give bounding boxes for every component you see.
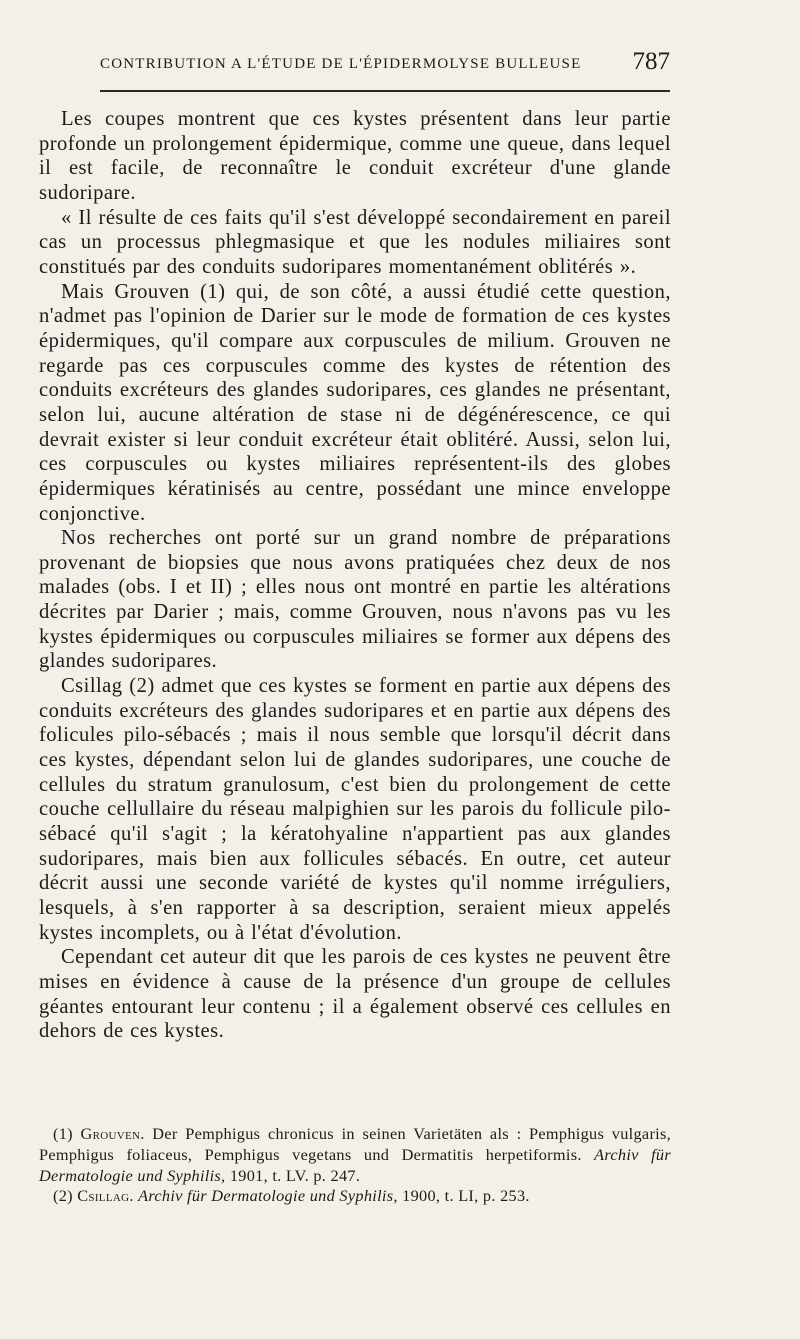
page-number: 787 [632, 48, 670, 75]
footnote-1 [39, 1124, 671, 1186]
paragraph: « Il résulte de ces faits qu'il s'est développé secondairement en pareil cas un processus phlegmasique et que les nodules miliaires sont constitués par des conduits sudoripares momentanément oblitérés ». [39, 206, 671, 278]
header-rule [100, 90, 670, 92]
footnote-text: Der Pemphigus chronicus in seinen Varietäten als : Pemphigus vulgaris, Pemphigus foliaceus, Pemphigus vegetans und Dermatitis herpetiformis. [39, 1124, 671, 1164]
footnote-reference: 1901, t. LV. p. 247. [229, 1165, 361, 1185]
footnote-reference: 1900, t. LI, p. 253. [402, 1186, 530, 1206]
paragraph: Cependant cet auteur dit que les parois de ces kystes ne peuvent être mises en évidence à cause de la présence d'un groupe de cellules géantes entourant leur contenu ; il a également observé ces cellules en dehors de ces kystes. [39, 946, 671, 1043]
footnote-2 [39, 1186, 671, 1207]
footnotes [39, 1124, 671, 1207]
page-header [100, 46, 670, 82]
paragraph: Les coupes montrent que ces kystes présentent dans leur partie profonde un prolongement épidermique, comme une queue, dans lequel il est facile, de reconnaître le conduit excréteur d'une glande sudoripare. [39, 108, 671, 204]
footnote-author: Grouven. [80, 1124, 145, 1143]
paragraph: Mais Grouven (1) qui, de son côté, a aussi étudié cette question, n'admet pas l'opinion de Darier sur le mode de formation de ces kystes épidermiques, qu'il compare aux corpuscules de milium. Grouven ne regarde pas ces corpuscules comme des kystes de rétention des conduits excréteurs des glandes sudoripares, ces glandes ne présentant, selon lui, aucune altération de stase ni de dégénérescence, ce qui devrait exister si leur conduit excréteur était oblitéré. Aussi, selon lui, ces corpuscules ou kystes miliaires représentent-ils des globes épidermiques kératinisés au centre, possédant une mince enveloppe conjonctive. [39, 280, 671, 525]
footnote-journal: Archiv für Dermatologie und Syphilis, [39, 1144, 671, 1185]
paragraph: Csillag (2) admet que ces kystes se forment en partie aux dépens des conduits excréteurs des glandes sudoripares et en partie aux dépens des folicules pilo-sébacés ; mais il nous semble que lorsqu'il décrit dans ces kystes, dépendant selon lui de glandes sudoripares, une couche de cellules du stratum granulosum, c'est bien du prolongement de cette couche cellullaire du réseau malpighien sur les parois du follicule pilo-sébacé qu'il s'agit ; la kératohyaline n'appartient pas aux glandes sudoripares, mais bien aux follicules sébacés. En outre, cet auteur décrit aussi une seconde variété de kystes qu'il nomme irréguliers, lesquels, à s'en rapporter à sa description, seraient mieux appelés kystes incomplets, ou à l'état d'évolution. [39, 675, 671, 944]
paragraph: Nos recherches ont porté sur un grand nombre de préparations provenant de biopsies que nous avons pratiquées chez deux de nos malades (obs. I et II) ; elles nous ont montré en partie les altérations décrites par Darier ; mais, comme Grouven, nous n'avons pas vu les kystes épidermiques ou corpuscules miliaires se former aux dépens des glandes sudoripares. [39, 527, 671, 673]
footnote-author: Csillag. [77, 1186, 134, 1206]
footnote-marker: (1) [53, 1124, 73, 1143]
running-head: CONTRIBUTION A L'ÉTUDE DE L'ÉPIDERMOLYSE BULLEUSE [100, 56, 582, 72]
footnote-marker: (2) [53, 1186, 73, 1206]
footnote-journal: Archiv für Dermatologie und Syphilis, [138, 1186, 398, 1206]
body-text [39, 107, 671, 1044]
